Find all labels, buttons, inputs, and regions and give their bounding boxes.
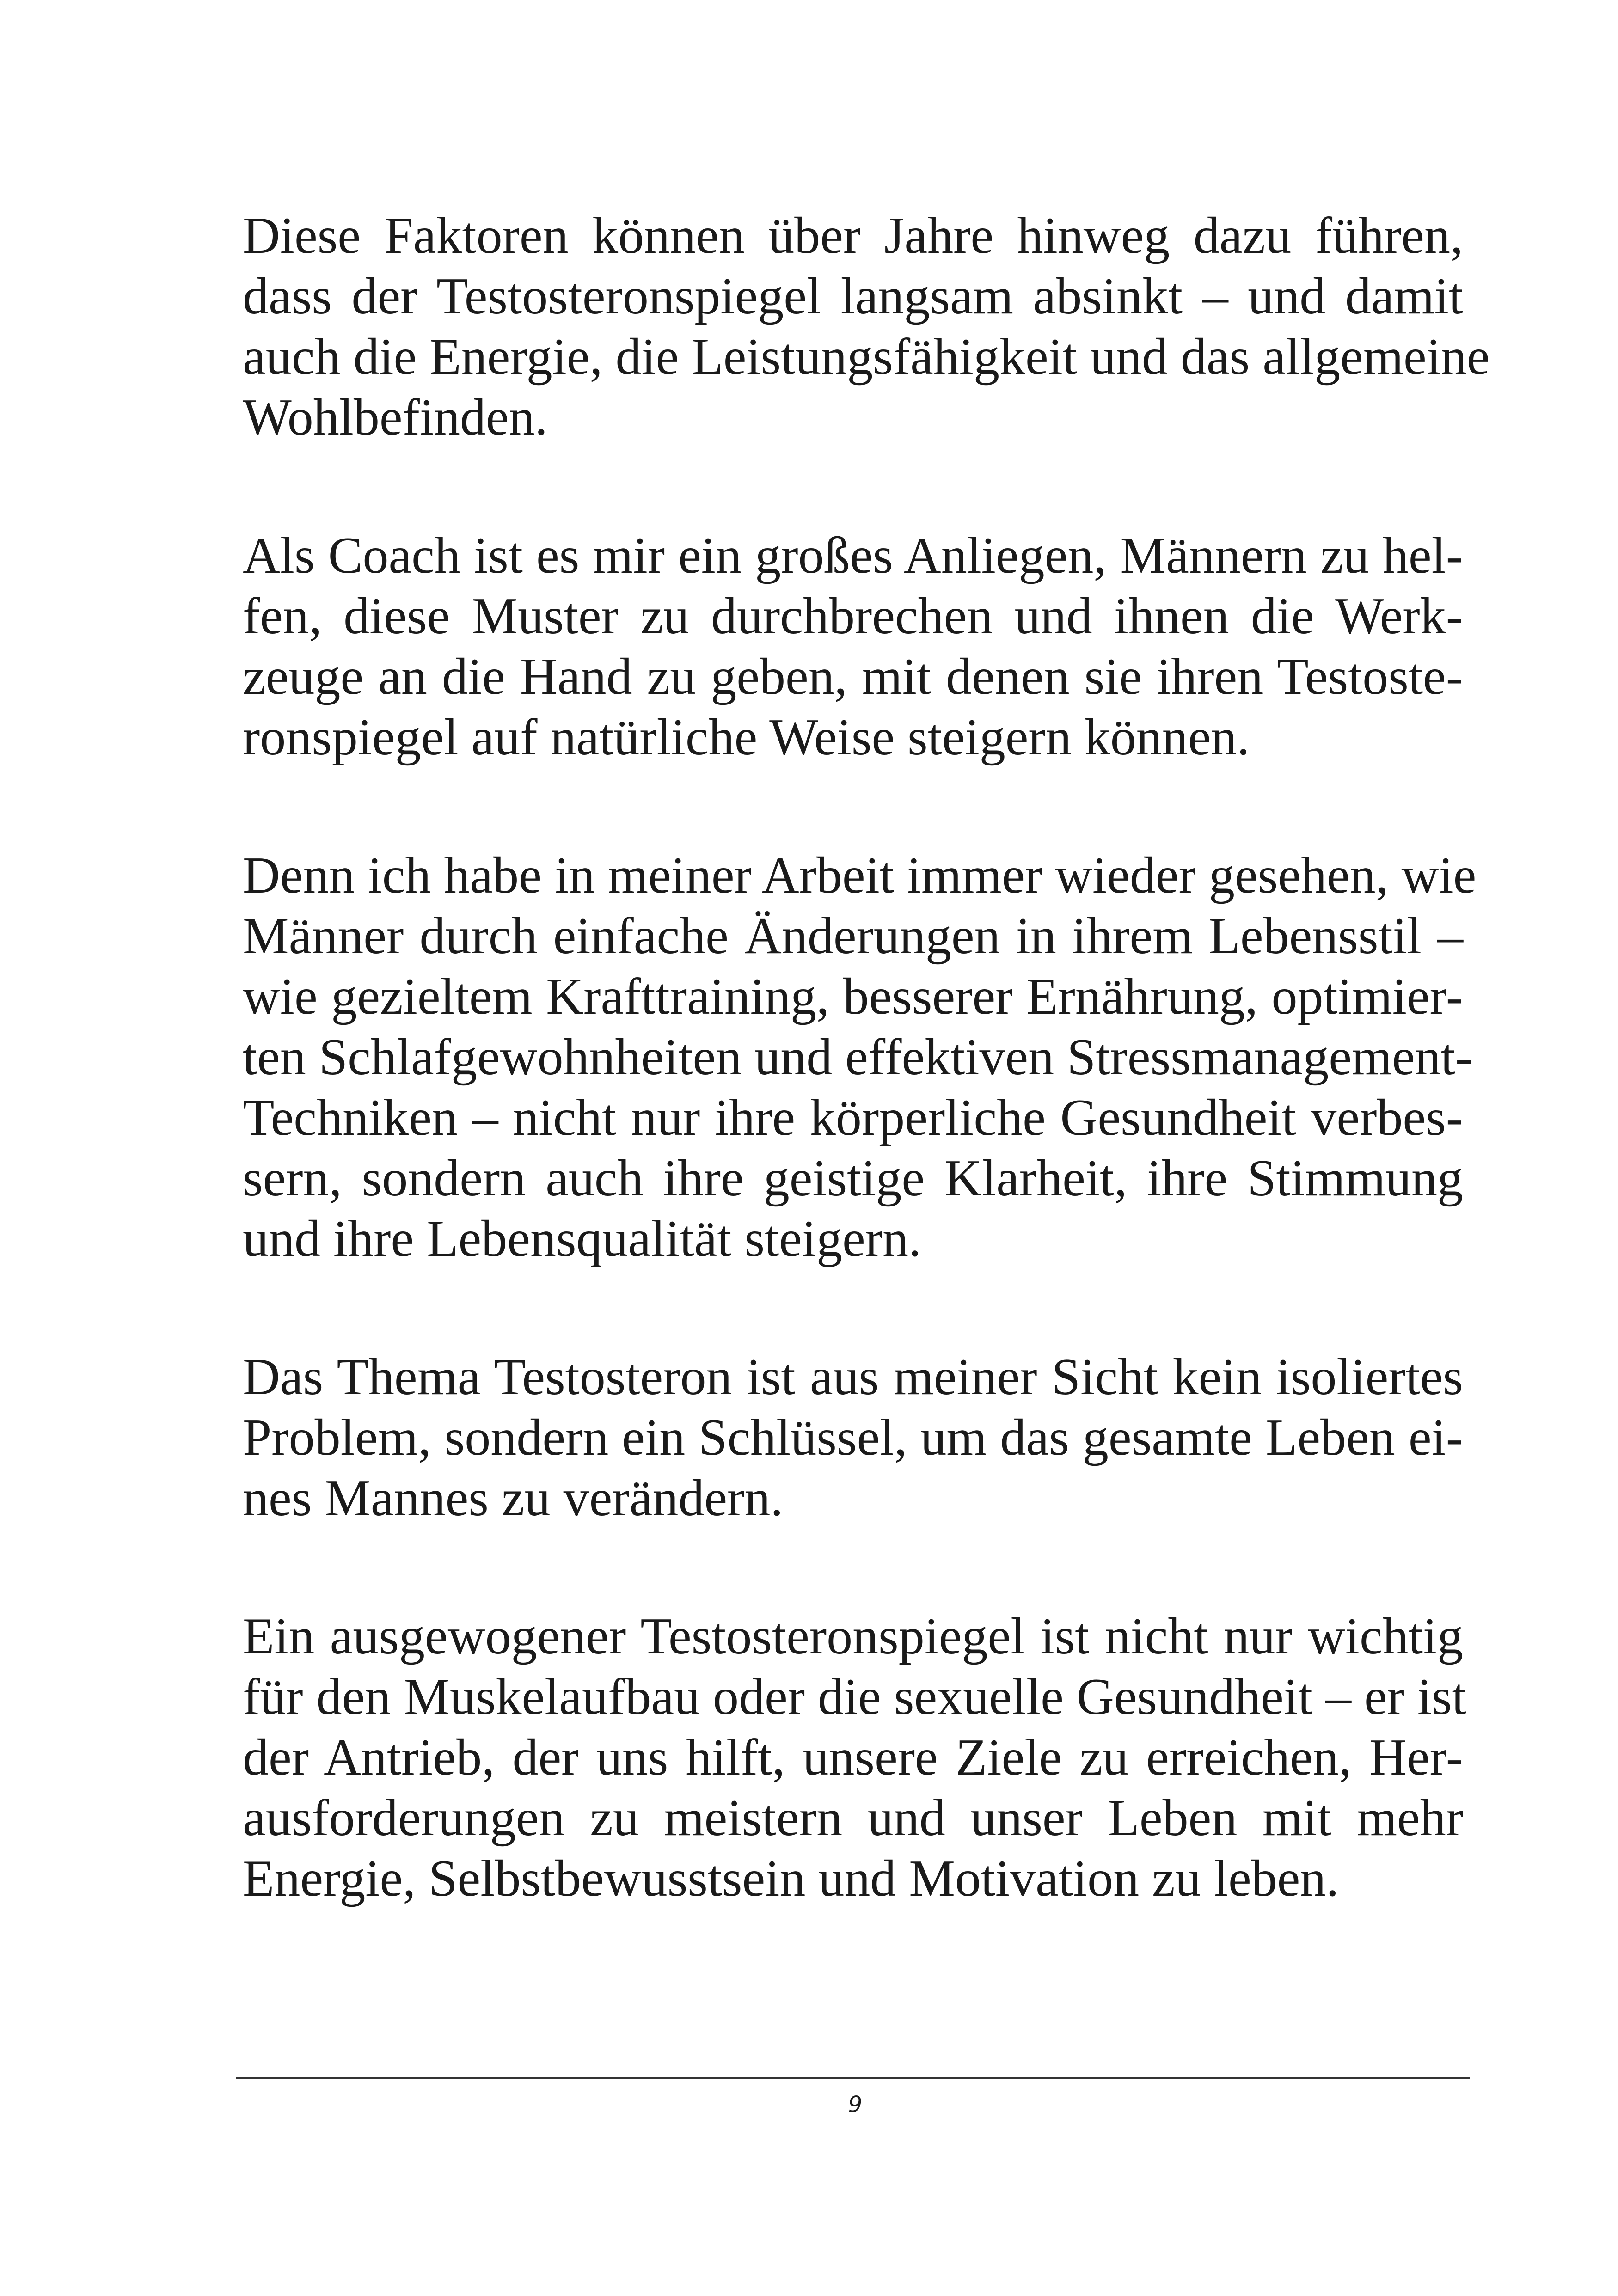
page-number: 9 [848, 2092, 863, 2118]
text-line: Männer durch einfache Änderungen in ihrem Lebensstil – [243, 907, 1463, 965]
body-text [243, 206, 1490, 1987]
text-line: Problem, sondern ein Schlüssel, um das gesamte Leben ei- [243, 1409, 1463, 1466]
text-line: zeuge an die Hand zu geben, mit denen sie ihren Testoste- [243, 648, 1463, 705]
text-line: der Antrieb, der uns hilft, unsere Ziele zu erreichen, Her- [243, 1729, 1463, 1786]
text-line: fen, diese Muster zu durchbrechen und ihnen die Werk- [243, 588, 1463, 645]
text-line: auch die Energie, die Leistungsfähigkeit und das allgemeine [243, 328, 1490, 386]
text-line: ronspiegel auf natürliche Weise steigern können. [243, 709, 1250, 766]
text-line: Das Thema Testosteron ist aus meiner Sicht kein isoliertes [243, 1348, 1463, 1406]
text-line: Techniken – nicht nur ihre körperliche Gesundheit verbes- [243, 1089, 1463, 1146]
text-line: dass der Testosteronspiegel langsam absinkt – und damit [243, 268, 1463, 325]
text-line: Diese Faktoren können über Jahre hinweg dazu führen, [243, 207, 1463, 264]
text-line: sern, sondern auch ihre geistige Klarheit, ihre Stimmung [243, 1150, 1463, 1207]
footer-divider [236, 2077, 1470, 2079]
paragraph-3 [243, 845, 1477, 1269]
text-line: Ein ausgewogener Testosteronspiegel ist nicht nur wichtig [243, 1608, 1463, 1665]
text-line: Energie, Selbstbewusstsein und Motivation zu leben. [243, 1850, 1339, 1907]
text-line: ausforderungen zu meistern und unser Leben mit mehr [243, 1789, 1463, 1847]
text-line: Wohlbefinden. [243, 389, 548, 446]
text-line: ten Schlafgewohnheiten und effektiven Stressmanagement- [243, 1029, 1473, 1086]
paragraph-2 [243, 526, 1463, 768]
text-line: und ihre Lebensqualität steigern. [243, 1210, 921, 1267]
paragraph-4 [243, 1347, 1463, 1529]
paragraph-1 [243, 206, 1490, 448]
text-line: für den Muskelaufbau oder die sexuelle Gesundheit – er ist [243, 1668, 1466, 1726]
text-line: Als Coach ist es mir ein großes Anliegen, Männern zu hel- [243, 527, 1463, 584]
paragraph-5 [243, 1606, 1466, 1909]
text-line: nes Mannes zu verändern. [243, 1469, 784, 1527]
text-line: Denn ich habe in meiner Arbeit immer wieder gesehen, wie [243, 847, 1477, 904]
text-line: wie gezieltem Krafttraining, besserer Ernährung, optimier- [243, 968, 1463, 1025]
